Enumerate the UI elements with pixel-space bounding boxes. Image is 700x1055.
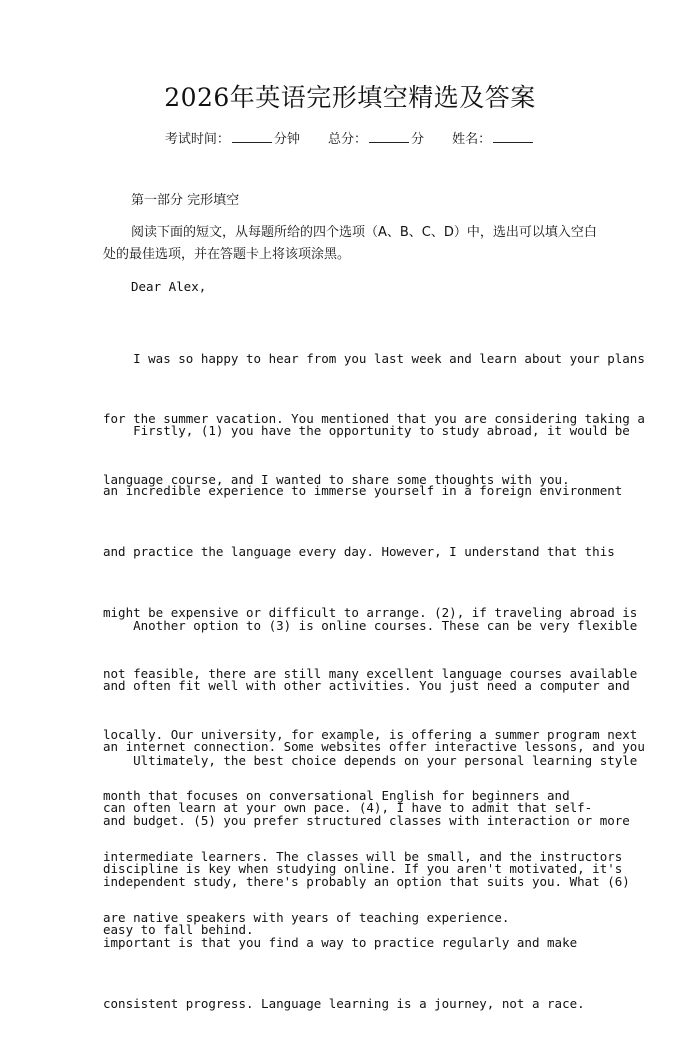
paragraph-line: independent study, there's probably an option that suits you. What (6) [103, 874, 630, 890]
paragraph-line: language course, and I wanted to share some thoughts with you. [103, 472, 570, 488]
paragraph-line: and often fit well with other activities. You just need a computer and [103, 678, 630, 694]
exam-time-unit: 分钟 [273, 132, 300, 147]
paragraph-line: I was so happy to hear from you last week and learn about your plans [103, 350, 645, 366]
paragraph-line: and budget. (5) you prefer structured classes with interaction or more [103, 813, 630, 829]
exam-info-line [0, 130, 700, 150]
total-score-label: 总分： [327, 132, 367, 147]
paragraph-line: not feasible, there are still many excellent language courses available [103, 666, 638, 682]
exam-time [165, 130, 300, 150]
paragraph-line: important is that you find a way to practice regularly and make [103, 935, 578, 951]
exam-time-blank [232, 130, 272, 143]
paragraph-line: locally. Our university, for example, is offering a summer program next [103, 727, 638, 743]
paragraph-line: easy to fall behind. [103, 922, 254, 938]
total-score-blank [369, 130, 409, 143]
greeting: Dear Alex, [131, 279, 207, 294]
paragraph-line: month that focuses on conversational English for beginners and [103, 787, 570, 803]
paragraph-line: an internet connection. Some websites offer interactive lessons, and you [103, 739, 645, 755]
paragraph-line: discipline is key when studying online. If you aren't motivated, it's [103, 861, 623, 877]
exam-time-label: 考试时间： [164, 132, 230, 147]
paragraph-line: for the summer vacation. You mentioned that you are considering taking a [103, 411, 645, 427]
paragraph-line: Ultimately, the best choice depends on your personal learning style [103, 752, 638, 768]
paragraph-line: consistent progress. Language learning is a journey, not a race. [103, 996, 585, 1012]
paragraph-line: are native speakers with years of teaching experience. [103, 909, 510, 925]
section-heading: 第一部分 完形填空 [131, 193, 240, 208]
instructions: 阅读下面的短文，从每题所给的四个选项（A、B、C、D）中，选出可以填入空白处的最佳选项，并在答题卡上将该项涂黑。 [103, 225, 597, 262]
paragraph-line: an incredible experience to immerse yourself in a foreign environment [103, 483, 623, 499]
document-title: 2026年英语完形填空精选及答案 [164, 83, 536, 112]
paragraph-line: intermediate learners. The classes will be small, and the instructors [103, 848, 623, 864]
paragraph-line: and practice the language every day. However, I understand that this [103, 544, 615, 560]
total-score [328, 130, 424, 150]
paragraph-line: might be expensive or difficult to arrange. (2), if traveling abroad is [103, 605, 638, 621]
paragraph-line: Another option to (3) is online courses. These can be very flexible [103, 617, 638, 633]
paragraph-line: can often learn at your own pace. (4), I have to admit that self- [103, 800, 593, 816]
student-name-blank [493, 130, 533, 143]
student-name [452, 130, 535, 150]
paragraph-4 [103, 710, 645, 1055]
total-score-unit: 分 [411, 132, 425, 147]
student-name-label: 姓名： [452, 132, 492, 147]
paragraph-line: Firstly, (1) you have the opportunity to study abroad, it would be [103, 422, 630, 438]
